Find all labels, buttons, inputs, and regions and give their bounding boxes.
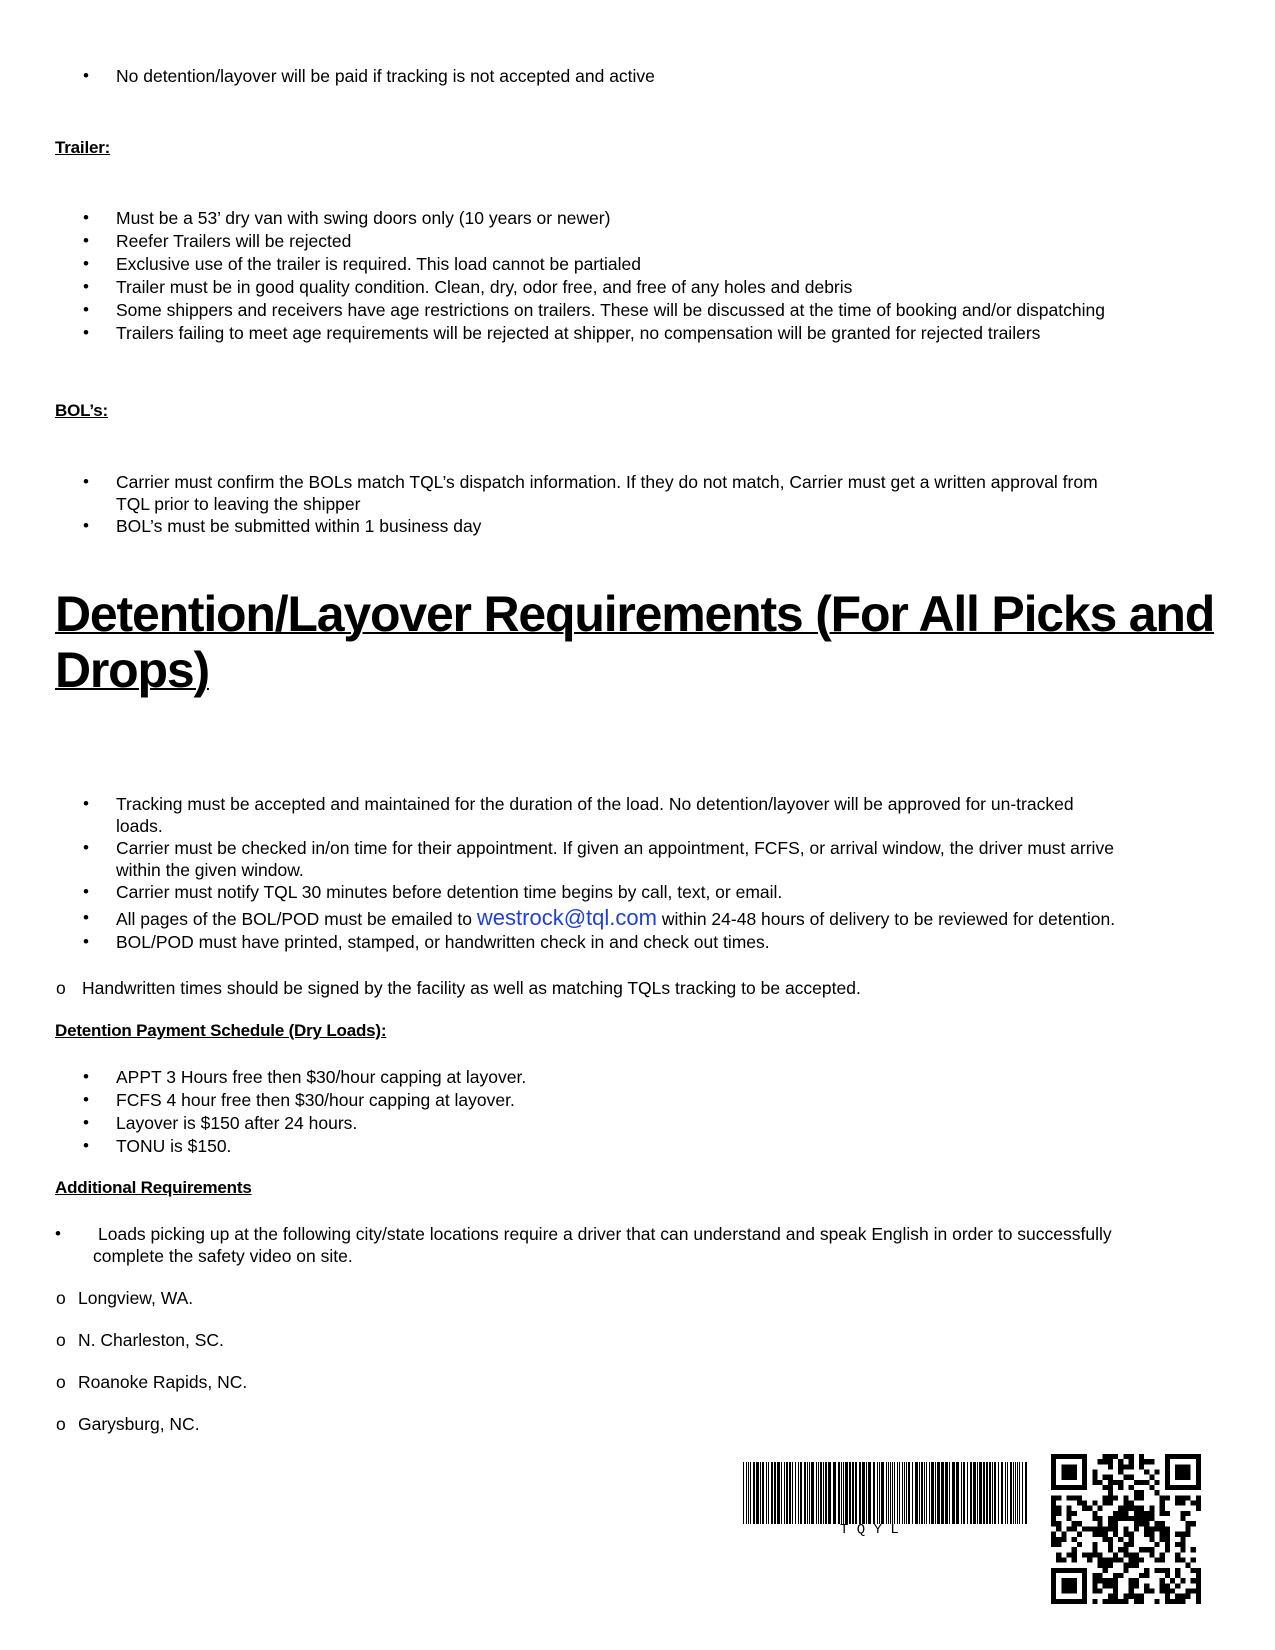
list-item-continued: loads. (116, 816, 163, 836)
list-item: Exclusive use of the trailer is required. This load cannot be partialed (116, 254, 641, 274)
list-item: Trailer must be in good quality condition. Clean, dry, odor free, and free of any holes and debris (116, 277, 853, 297)
trailer-heading: Trailer: (55, 138, 111, 157)
additional-heading: Additional Requirements (55, 1178, 252, 1197)
detention-title: Detention/Layover Requirements (For All Picks and Drops) (55, 586, 1215, 698)
list-item: TONU is $150. (116, 1136, 232, 1156)
sub-marker: o (56, 978, 66, 998)
bullet-marker: • (83, 882, 89, 901)
qr-code-image (1050, 1454, 1202, 1604)
bullet-marker: • (83, 231, 89, 250)
bullet-marker: • (83, 66, 89, 85)
list-item: BOL/POD must have printed, stamped, or handwritten check in and check out times. (116, 932, 770, 952)
bullet-marker: • (83, 300, 89, 319)
barcode-image (743, 1462, 1029, 1524)
handwritten-note: Handwritten times should be signed by the facility as well as matching TQLs tracking to be accepted. (82, 978, 861, 998)
payment-heading: Detention Payment Schedule (Dry Loads): (55, 1021, 387, 1040)
location-item: N. Charleston, SC. (78, 1330, 224, 1350)
additional-line-continued: complete the safety video on site. (93, 1246, 353, 1266)
bullet-marker: • (83, 1113, 89, 1132)
bullet-marker: • (55, 1224, 61, 1243)
tracking-note: No detention/layover will be paid if tracking is not accepted and active (116, 66, 655, 86)
list-item: Tracking must be accepted and maintained for the duration of the load. No detention/layover will be approved for un-tracked (116, 794, 1074, 814)
bullet-marker: • (83, 472, 89, 491)
list-item-continued: within the given window. (116, 860, 304, 880)
bullet-marker: • (83, 932, 89, 951)
bullet-marker: • (83, 794, 89, 813)
location-item: Roanoke Rapids, NC. (78, 1372, 248, 1392)
list-item: Carrier must be checked in/on time for their appointment. If given an appointment, FCFS, or arrival window, the driver must arrive (116, 838, 1114, 858)
list-item: BOL’s must be submitted within 1 business day (116, 516, 482, 536)
bullet-marker: • (83, 254, 89, 273)
sub-marker: o (56, 1414, 66, 1434)
bullet-marker: • (83, 323, 89, 342)
list-item: FCFS 4 hour free then $30/hour capping at layover. (116, 1090, 515, 1110)
list-item: Reefer Trailers will be rejected (116, 231, 352, 251)
bullet-marker: • (83, 1067, 89, 1086)
sub-marker: o (56, 1288, 66, 1308)
email-instruction-tail: within 24-48 hours of delivery to be reviewed for detention. (661, 909, 1116, 929)
list-item: Must be a 53’ dry van with swing doors only (10 years or newer) (116, 208, 611, 228)
bullet-marker: • (83, 208, 89, 227)
list-item: Some shippers and receivers have age restrictions on trailers. These will be discussed at the time of booking and/or dispatching (116, 300, 1105, 320)
email-link[interactable]: westrock@tql.com (476, 905, 657, 930)
bullet-marker: • (83, 516, 89, 535)
bols-heading: BOL’s: (55, 401, 108, 420)
bullet-marker: • (83, 1136, 89, 1155)
list-item-continued: TQL prior to leaving the shipper (116, 494, 361, 514)
bullet-marker: • (83, 1090, 89, 1109)
list-item: Trailers failing to meet age requirements will be rejected at shipper, no compensation will be granted for rejected trailers (116, 323, 1041, 343)
sub-marker: o (56, 1330, 66, 1350)
list-item: Carrier must confirm the BOLs match TQL’s dispatch information. If they do not match, Carrier must get a written approval from (116, 472, 1098, 492)
bullet-marker: • (83, 277, 89, 296)
additional-line: Loads picking up at the following city/state locations require a driver that can understand and speak English in order to successfully (98, 1224, 1112, 1244)
location-item: Longview, WA. (78, 1288, 194, 1308)
list-item: Layover is $150 after 24 hours. (116, 1113, 358, 1133)
list-item: APPT 3 Hours free then $30/hour capping at layover. (116, 1067, 527, 1087)
list-item (116, 903, 1115, 934)
location-item: Garysburg, NC. (78, 1414, 200, 1434)
barcode-text: T Q Y L (840, 1522, 899, 1538)
bullet-marker: • (83, 908, 89, 927)
bullet-marker: • (83, 838, 89, 857)
sub-marker: o (56, 1372, 66, 1392)
list-item: Carrier must notify TQL 30 minutes before detention time begins by call, text, or email. (116, 882, 783, 902)
email-instruction: All pages of the BOL/POD must be emailed to (116, 909, 473, 929)
